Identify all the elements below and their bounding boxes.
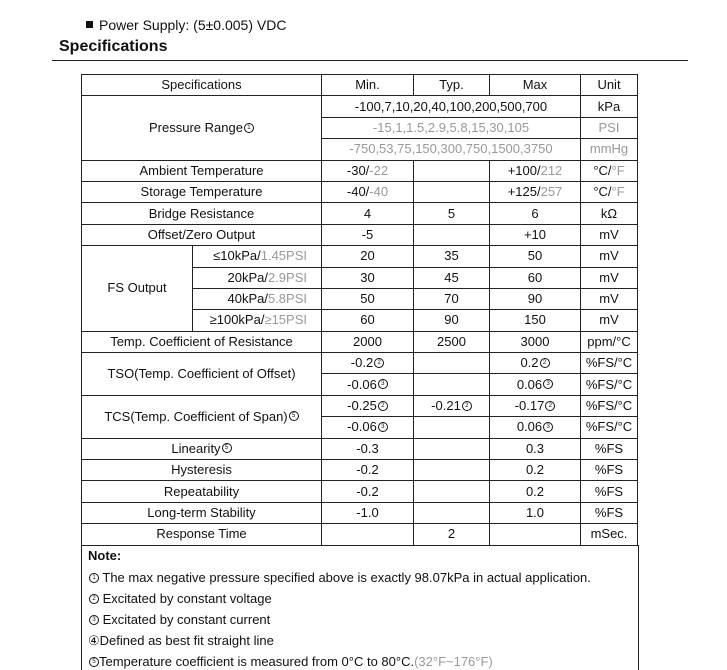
- tso-label: TSO(Temp. Coefficient of Offset): [82, 353, 322, 396]
- unit-cell: mmHg: [581, 139, 638, 160]
- min-cell: -0.2 2: [322, 353, 414, 374]
- unit-cell: ppm/°C: [581, 331, 638, 352]
- unit-cell: mSec.: [581, 524, 638, 545]
- unit-cell: %FS: [581, 502, 638, 523]
- typ-cell: [414, 438, 490, 459]
- unit-cell: mV: [581, 310, 638, 331]
- max-cell: +100/212: [490, 160, 581, 181]
- typ-cell: 35: [414, 246, 490, 267]
- min-cell: 60: [322, 310, 414, 331]
- unit-cell: mV: [581, 288, 638, 309]
- unit-cell: mV: [581, 246, 638, 267]
- typ-cell: [414, 224, 490, 245]
- notes-label: Note:: [88, 548, 122, 563]
- header-specifications: Specifications: [82, 75, 322, 96]
- hysteresis-label: Hysteresis: [82, 460, 322, 481]
- pressure-range-label: Pressure Range 1: [82, 96, 322, 160]
- note-2: 2 Excitated by constant voltage: [88, 591, 272, 606]
- table-row: [82, 524, 638, 545]
- note-5: 5 Temperature coefficient is measured from 0°C to 80°C.(32°F~176°F): [88, 654, 493, 669]
- note-marker-1-icon: 1: [244, 123, 254, 133]
- unit-cell: kΩ: [581, 203, 638, 224]
- min-cell: 20: [322, 246, 414, 267]
- pressure-range-mmhg: -750,53,75,150,300,750,1500,3750: [322, 139, 581, 160]
- unit-cell: %FS/°C: [581, 417, 638, 438]
- max-cell: 0.2: [490, 481, 581, 502]
- note-marker-5-icon: 5: [222, 443, 232, 453]
- fs-output-label: FS Output: [82, 246, 193, 332]
- specifications-table: [81, 74, 638, 546]
- note-1: 1 The max negative pressure specified above is exactly 98.07kPa in actual application.: [88, 570, 591, 585]
- typ-cell: [414, 374, 490, 395]
- bridge-label: Bridge Resistance: [82, 203, 322, 224]
- fs-range-cell: 20kPa/2.9PSI: [193, 267, 322, 288]
- min-cell: [322, 524, 414, 545]
- typ-cell: [414, 353, 490, 374]
- notes-section: [81, 545, 639, 670]
- table-row: [82, 224, 638, 245]
- max-cell: 50: [490, 246, 581, 267]
- unit-cell: PSI: [581, 117, 638, 138]
- unit-cell: %FS/°C: [581, 353, 638, 374]
- note-marker-1-icon: 1: [89, 573, 99, 583]
- tcs-label: TCS(Temp. Coefficient of Span) 5: [82, 395, 322, 438]
- note-marker-3-icon: 3: [543, 422, 553, 432]
- max-cell: 0.2: [490, 460, 581, 481]
- table-row: [82, 96, 638, 117]
- typ-cell: -0.21 2: [414, 395, 490, 416]
- typ-cell: 2: [414, 524, 490, 545]
- unit-cell: mV: [581, 267, 638, 288]
- fs-range-cell: 40kPa/5.8PSI: [193, 288, 322, 309]
- note-marker-2-icon: 2: [89, 594, 99, 604]
- min-cell: -30/-22: [322, 160, 414, 181]
- max-cell: 0.3: [490, 438, 581, 459]
- max-cell: 1.0: [490, 502, 581, 523]
- table-header-row: [82, 75, 638, 96]
- typ-cell: 70: [414, 288, 490, 309]
- min-cell: 50: [322, 288, 414, 309]
- min-cell: 30: [322, 267, 414, 288]
- pressure-range-psi: -15,1,1.5,2.9,5.8,15,30,105: [322, 117, 581, 138]
- max-cell: 150: [490, 310, 581, 331]
- min-cell: -0.06 3: [322, 417, 414, 438]
- typ-cell: [414, 481, 490, 502]
- bullet-square-icon: [86, 21, 93, 28]
- max-cell: +125/257: [490, 181, 581, 202]
- note-marker-2-icon: 2: [378, 401, 388, 411]
- min-cell: -0.2: [322, 481, 414, 502]
- unit-cell: %FS: [581, 438, 638, 459]
- power-supply-line: [86, 17, 286, 33]
- unit-cell: °C/°F: [581, 160, 638, 181]
- unit-cell: %FS/°C: [581, 395, 638, 416]
- table-row: [82, 502, 638, 523]
- table-row: [82, 331, 638, 352]
- min-cell: -5: [322, 224, 414, 245]
- tcr-label: Temp. Coefficient of Resistance: [82, 331, 322, 352]
- table-row: [82, 460, 638, 481]
- note-marker-3-icon: 3: [378, 379, 388, 389]
- stability-label: Long-term Stability: [82, 502, 322, 523]
- pressure-range-kpa: -100,7,10,20,40,100,200,500,700: [322, 96, 581, 117]
- response-label: Response Time: [82, 524, 322, 545]
- header-unit: Unit: [581, 75, 638, 96]
- storage-label: Storage Temperature: [82, 181, 322, 202]
- typ-cell: 5: [414, 203, 490, 224]
- note-3: 3 Excitated by constant current: [88, 612, 270, 627]
- power-supply-text: Power Supply: (5±0.005) VDC: [99, 17, 287, 33]
- fs-range-cell: ≥100kPa/≥15PSI: [193, 310, 322, 331]
- min-cell: -0.25 2: [322, 395, 414, 416]
- note-marker-5-icon: 5: [89, 657, 99, 667]
- max-cell: 6: [490, 203, 581, 224]
- note-marker-2-icon: 2: [374, 358, 384, 368]
- table-row: [82, 438, 638, 459]
- min-cell: -40/-40: [322, 181, 414, 202]
- note-marker-3-icon: 3: [378, 422, 388, 432]
- repeatability-label: Repeatability: [82, 481, 322, 502]
- max-cell: -0.17 2: [490, 395, 581, 416]
- max-cell: 60: [490, 267, 581, 288]
- table-row: [82, 353, 638, 374]
- fs-range-cell: ≤10kPa/1.45PSI: [193, 246, 322, 267]
- typ-cell: [414, 417, 490, 438]
- min-cell: -1.0: [322, 502, 414, 523]
- offset-label: Offset/Zero Output: [82, 224, 322, 245]
- unit-cell: %FS: [581, 460, 638, 481]
- linearity-label: Linearity 5: [82, 438, 322, 459]
- max-cell: 0.2 2: [490, 353, 581, 374]
- note-marker-2-icon: 2: [540, 358, 550, 368]
- typ-cell: [414, 460, 490, 481]
- section-divider: [52, 60, 688, 61]
- header-typ: Typ.: [414, 75, 490, 96]
- max-cell: 90: [490, 288, 581, 309]
- ambient-label: Ambient Temperature: [82, 160, 322, 181]
- unit-cell: °C/°F: [581, 181, 638, 202]
- table-row: [82, 395, 638, 416]
- typ-cell: 90: [414, 310, 490, 331]
- max-cell: 0.06 3: [490, 417, 581, 438]
- unit-cell: %FS: [581, 481, 638, 502]
- table-row: [82, 160, 638, 181]
- note-marker-5-icon: 5: [289, 411, 299, 421]
- section-title: Specifications: [59, 38, 168, 55]
- max-cell: [490, 524, 581, 545]
- min-cell: 2000: [322, 331, 414, 352]
- header-min: Min.: [322, 75, 414, 96]
- unit-cell: kPa: [581, 96, 638, 117]
- min-cell: -0.3: [322, 438, 414, 459]
- note-marker-3-icon: 3: [543, 379, 553, 389]
- note-marker-2-icon: 2: [462, 401, 472, 411]
- unit-cell: mV: [581, 224, 638, 245]
- table-row: [82, 246, 638, 267]
- note-marker-3-icon: 3: [89, 615, 99, 625]
- typ-cell: 45: [414, 267, 490, 288]
- min-cell: 4: [322, 203, 414, 224]
- table-row: [82, 481, 638, 502]
- unit-cell: %FS/°C: [581, 374, 638, 395]
- typ-cell: 2500: [414, 331, 490, 352]
- min-cell: -0.2: [322, 460, 414, 481]
- max-cell: 3000: [490, 331, 581, 352]
- max-cell: +10: [490, 224, 581, 245]
- typ-cell: [414, 181, 490, 202]
- typ-cell: [414, 502, 490, 523]
- min-cell: -0.06 3: [322, 374, 414, 395]
- typ-cell: [414, 160, 490, 181]
- table-row: [82, 203, 638, 224]
- note-marker-2-icon: 2: [545, 401, 555, 411]
- header-max: Max: [490, 75, 581, 96]
- note-4: ④Defined as best fit straight line: [88, 633, 274, 648]
- table-row: [82, 181, 638, 202]
- max-cell: 0.06 3: [490, 374, 581, 395]
